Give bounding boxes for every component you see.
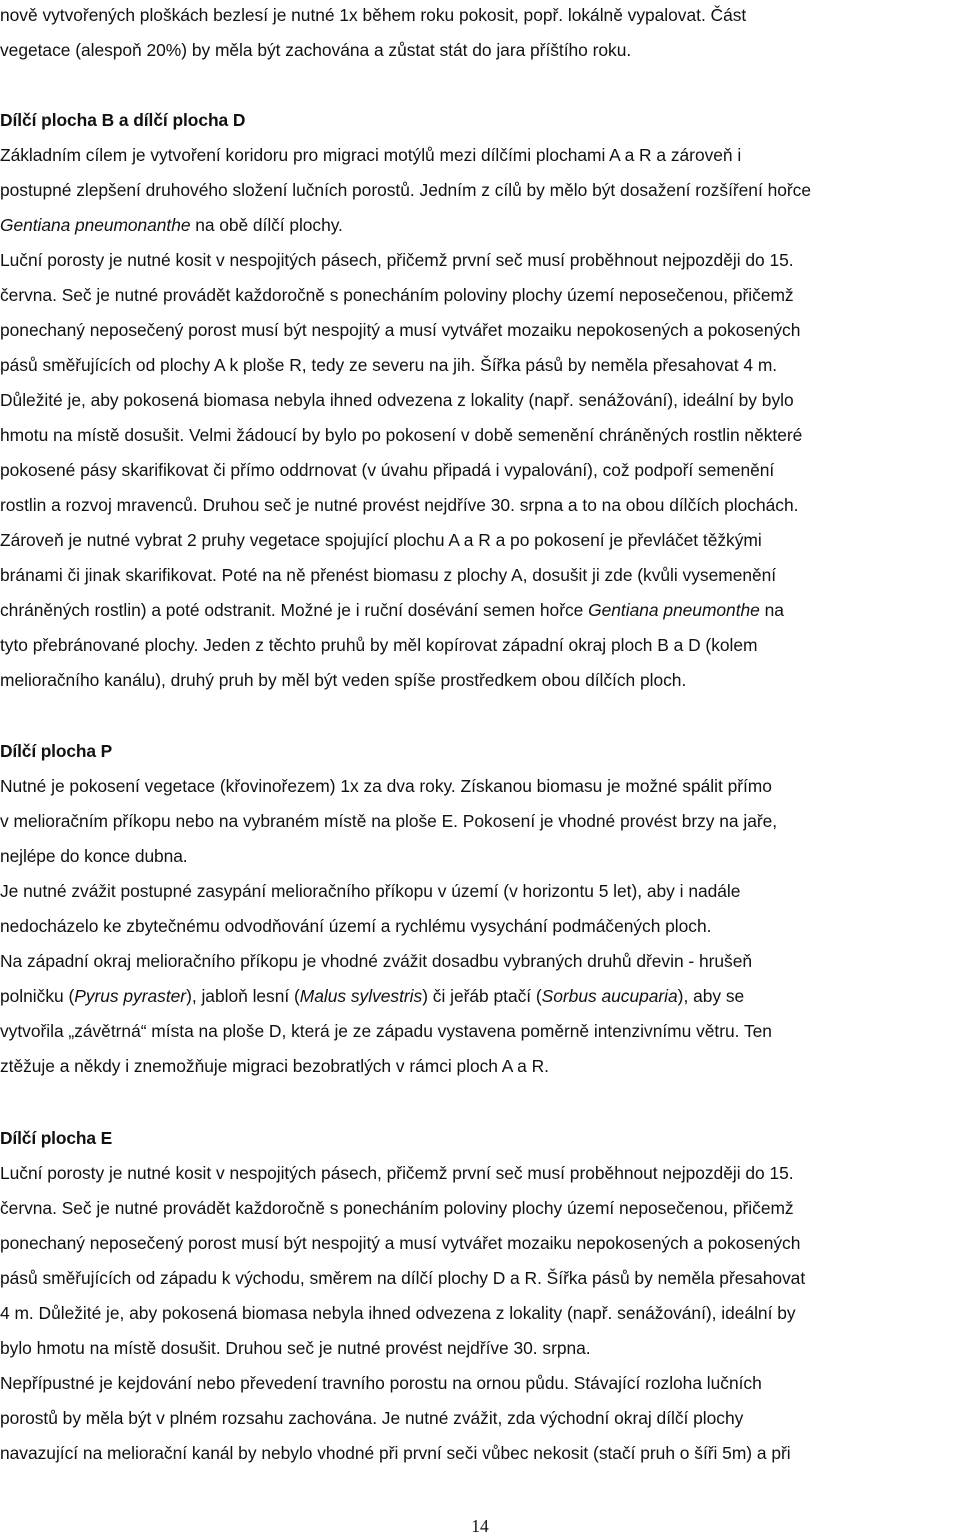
section-e-line: Luční porosty je nutné kosit v nespojitých pásech, přičemž první seč musí proběhnout nejpozději do 15. [0,1163,794,1183]
section-bd-line: hmotu na místě dosušit. Velmi žádoucí by bylo po pokosení v době semenění chráněných rostlin některé [0,425,803,445]
section-e-line: porostů by měla být v plném rozsahu zachována. Je nutné zvážit, zda východní okraj dílčí plochy [0,1408,744,1428]
species-name: Sorbus aucuparia [541,986,678,1006]
section-e-line: pásů směřujících od západu k východu, směrem na dílčí plochy D a R. Šířka pásů by neměla přesahovat [0,1268,806,1288]
section-p-line: nedocházelo ke zbytečnému odvodňování území a rychlému vysychání podmáčených ploch. [0,916,712,936]
section-bd-line: rostlin a rozvoj mravenců. Druhou seč je nutné provést nejdříve 30. srpna a to na obou dílčích plochách. [0,495,799,515]
section-bd-heading: Dílčí plocha B a dílčí plocha D [0,110,246,130]
section-bd-line: postupné zlepšení druhového složení lučních porostů. Jedním z cílů by mělo být dosažení rozšíření hořce [0,180,811,200]
species-name: Pyrus pyraster [74,986,187,1006]
species-name: Malus sylvestris [299,986,423,1006]
section-e-line: ponechaný neposečený porost musí být nespojitý a musí vytvářet mozaiku nepokosených a pokosených [0,1233,801,1253]
intro-line-2: vegetace (alespoň 20%) by měla být zachována a zůstat stát do jara příštího roku. [0,40,632,60]
section-bd-line: Zároveň je nutné vybrat 2 pruhy vegetace spojující plochu A a R a po pokosení je převláčet těžkými [0,530,762,550]
section-p-line: nejlépe do konce dubna. [0,846,188,866]
section-p-line: vytvořila „závětrná“ místa na ploše D, která je ze západu vystavena poměrně intenzivnímu větru. Ten [0,1021,772,1041]
section-p-line: v melioračním příkopu nebo na vybraném místě na ploše E. Pokosení je vhodné provést brzy na jaře, [0,811,778,831]
section-p-line: polničku (Pyrus pyraster), jabloň lesní (Malus sylvestris) či jeřáb ptačí (Sorbus aucuparia), aby se [0,986,745,1006]
species-name: Gentiana pneumonanthe [0,215,191,235]
section-bd-line: června. Seč je nutné provádět každoročně s ponecháním poloviny plochy území neposečenou, přičemž [0,285,794,305]
section-bd-line: Gentiana pneumonanthe na obě dílčí plochy. [0,215,343,235]
section-bd-line: chráněných rostlin) a poté odstranit. Možné je i ruční dosévání semen hořce Gentiana pneumonthe na [0,600,784,620]
section-bd-line: Základním cílem je vytvoření koridoru pro migraci motýlů mezi dílčími plochami A a R a zároveň i [0,145,742,165]
section-e-line: navazující na meliorační kanál by nebylo vhodné při první seči vůbec nekosit (stačí pruh o šíři 5m) a při [0,1443,791,1463]
section-p-line: Je nutné zvážit postupné zasypání melioračního příkopu v území (v horizontu 5 let), aby i nadále [0,881,741,901]
section-e-heading: Dílčí plocha E [0,1128,113,1148]
section-p-line: Nutné je pokosení vegetace (křovinořezem) 1x za dva roky. Získanou biomasu je možné spálit přímo [0,776,772,796]
species-name: Gentiana pneumonthe [588,600,760,620]
section-e-line: června. Seč je nutné provádět každoročně s ponecháním poloviny plochy území neposečenou, přičemž [0,1198,794,1218]
page-number: 14 [471,1516,489,1536]
section-p-line: ztěžuje a někdy i znemožňuje migraci bezobratlých v rámci ploch A a R. [0,1056,549,1076]
section-bd-line: Luční porosty je nutné kosit v nespojitých pásech, přičemž první seč musí proběhnout nejpozději do 15. [0,250,794,270]
section-bd-line: pokosené pásy skarifikovat či přímo oddrnovat (v úvahu připadá i vypalování), což podpoří semenění [0,460,775,480]
section-p-heading: Dílčí plocha P [0,741,113,761]
section-bd-line: tyto přebránované plochy. Jeden z těchto pruhů by měl kopírovat západní okraj ploch B a D (kolem [0,635,758,655]
section-bd-line: ponechaný neposečený porost musí být nespojitý a musí vytvářet mozaiku nepokosených a pokosených [0,320,801,340]
section-e-line: 4 m. Důležité je, aby pokosená biomasa nebyla ihned odvezena z lokality (např. senážování), ideální by [0,1303,796,1323]
section-bd-line: bránami či jinak skarifikovat. Poté na ně přenést biomasu z plochy A, dosušit ji zde (kvůli vysemenění [0,565,777,585]
section-e-line: Nepřípustné je kejdování nebo převedení travního porostu na ornou půdu. Stávající rozloha lučních [0,1373,762,1393]
section-bd-line: pásů směřujících od plochy A k ploše R, tedy ze severu na jih. Šířka pásů by neměla přesahovat 4 m. [0,355,778,375]
section-p-line: Na západní okraj melioračního příkopu je vhodné zvážit dosadbu vybraných druhů dřevin - hrušeň [0,951,753,971]
intro-line-1: nově vytvořených ploškách bezlesí je nutné 1x během roku pokosit, popř. lokálně vypalovat. Část [0,5,747,25]
section-e-line: bylo hmotu na místě dosušit. Druhou seč je nutné provést nejdříve 30. srpna. [0,1338,591,1358]
section-bd-line: Důležité je, aby pokosená biomasa nebyla ihned odvezena z lokality (např. senážování), ideální by bylo [0,390,794,410]
section-bd-line: melioračního kanálu), druhý pruh by měl být veden spíše prostředkem obou dílčích ploch. [0,670,687,690]
